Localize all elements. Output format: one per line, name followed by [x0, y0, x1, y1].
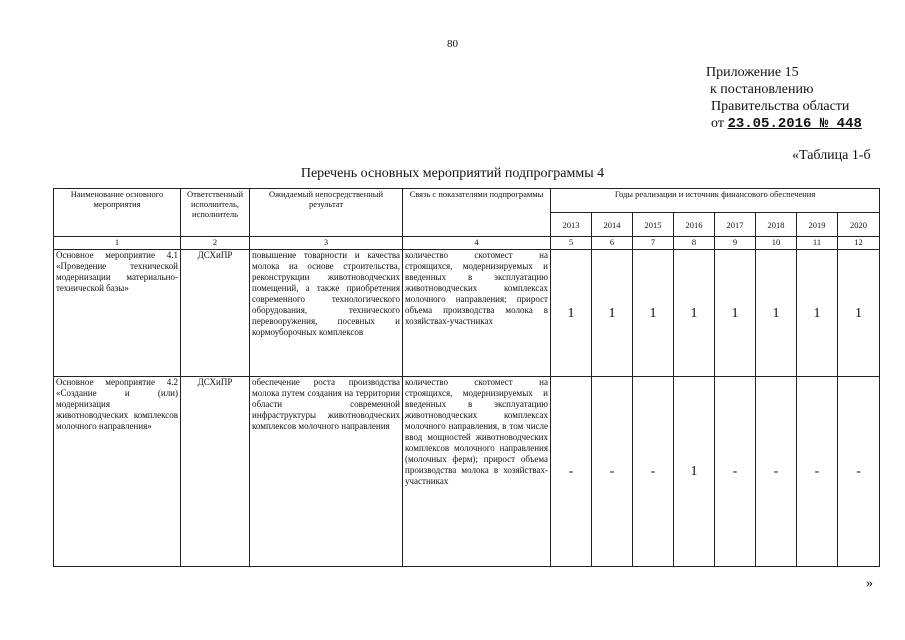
header-result: Ожидаемый непосредственный результат	[250, 189, 403, 237]
header-year: 2015	[633, 213, 674, 237]
measure-link: количество скотомест на строящихся, модернизируемых и введенных в эксплуатацию животноводческих комплексах молочного направления; прирост объема производства молока в хозяйствах-участниках	[403, 250, 551, 377]
column-number: 6	[592, 237, 633, 250]
annex-line-3: Правительства области	[711, 99, 850, 114]
table-tag: «Таблица 1-б	[792, 148, 871, 163]
header-name: Наименование основного мероприятия	[54, 189, 181, 237]
annex-line-2: к постановлению	[710, 82, 814, 97]
column-number: 7	[633, 237, 674, 250]
year-value: 1	[592, 250, 633, 377]
measure-executor: ДСХиПР	[181, 250, 250, 377]
column-number: 5	[551, 237, 592, 250]
header-executor: Ответственный исполнитель, исполнитель	[181, 189, 250, 237]
year-value: -	[592, 377, 633, 567]
page-number: 80	[447, 38, 458, 50]
header-year: 2020	[838, 213, 880, 237]
measure-name: Основное мероприятие 4.1 «Проведение технической модернизации материально-технической базы»	[54, 250, 181, 377]
column-number: 8	[674, 237, 715, 250]
column-number: 1	[54, 237, 181, 250]
year-value: -	[551, 377, 592, 567]
table-row	[54, 377, 880, 567]
year-value: -	[715, 377, 756, 567]
header-year: 2013	[551, 213, 592, 237]
year-value: 1	[674, 250, 715, 377]
column-number-row	[54, 237, 880, 250]
year-value: 1	[797, 250, 838, 377]
measure-link: количество скотомест на строящихся, модернизируемых и введенных в эксплуатацию животноводческих комплексах молочного направления, в том числе ввод мощностей животноводческих комплексов молочного направления (молочных ферм); прирост объема производства молока в хозяйствах-участниках	[403, 377, 551, 567]
table-row	[54, 250, 880, 377]
measure-executor: ДСХиПР	[181, 377, 250, 567]
column-number: 2	[181, 237, 250, 250]
header-year: 2014	[592, 213, 633, 237]
column-number: 3	[250, 237, 403, 250]
column-number: 11	[797, 237, 838, 250]
year-value: 1	[633, 250, 674, 377]
column-number: 10	[756, 237, 797, 250]
year-value: 1	[715, 250, 756, 377]
year-value: 1	[838, 250, 880, 377]
column-number: 9	[715, 237, 756, 250]
header-link: Связь с показателями подпрограммы	[403, 189, 551, 237]
column-number: 4	[403, 237, 551, 250]
header-years-group: Годы реализации и источник финансового обеспечения	[551, 189, 880, 213]
header-year: 2017	[715, 213, 756, 237]
measure-result: обеспечение роста производства молока путем создания на территории области современной инфраструктуры животноводческих комплексов молочного направления	[250, 377, 403, 567]
measure-name: Основное мероприятие 4.2 «Создание и (или) модернизация животноводческих комплексов молочного направления»	[54, 377, 181, 567]
year-value: 1	[756, 250, 797, 377]
annex-block	[706, 64, 862, 133]
measure-result: повышение товарности и качества молока на основе строительства, реконструкции животноводческих помещений, а также приобретения современного технологического оборудования, технического перевооружения, посевных и кормоуборочных комплексов	[250, 250, 403, 377]
year-value: 1	[551, 250, 592, 377]
measures-table	[53, 188, 880, 567]
column-number: 12	[838, 237, 880, 250]
year-value: -	[633, 377, 674, 567]
header-year: 2016	[674, 213, 715, 237]
header-year: 2018	[756, 213, 797, 237]
year-value: -	[797, 377, 838, 567]
annex-date: 23.05.2016 № 448	[727, 116, 862, 132]
annex-line-4	[706, 115, 862, 133]
year-value: -	[756, 377, 797, 567]
closing-quote: »	[866, 576, 873, 591]
annex-line-1: Приложение 15	[706, 65, 799, 80]
annex-date-prefix: от	[711, 116, 724, 131]
header-year: 2019	[797, 213, 838, 237]
year-value: -	[838, 377, 880, 567]
year-value: 1	[674, 377, 715, 567]
document-title: Перечень основных мероприятий подпрограммы 4	[300, 166, 605, 181]
